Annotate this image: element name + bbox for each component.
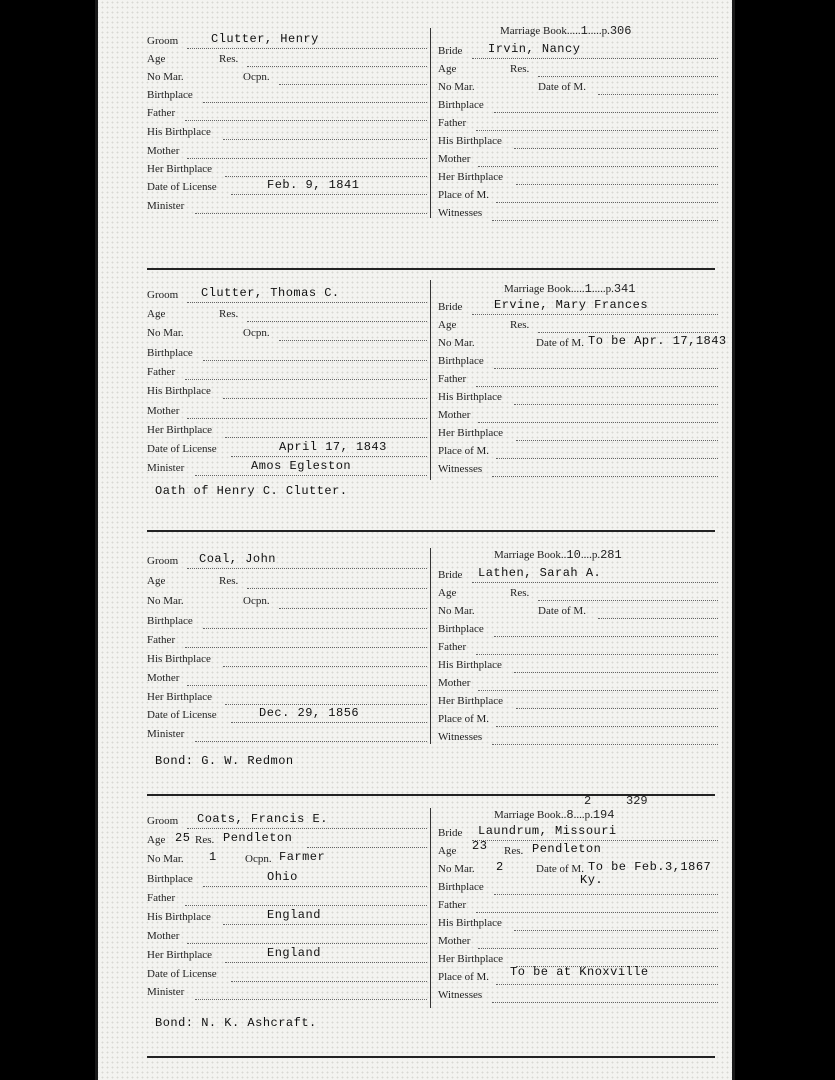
- record-note: Bond: G. W. Redmon: [155, 754, 294, 768]
- place-of-m-label: Place of M.: [438, 713, 490, 725]
- age-label: Age: [147, 308, 166, 320]
- column-divider: [430, 280, 431, 480]
- bride-name: Lathen, Sarah A.: [478, 566, 602, 580]
- no-mar-label: No Mar.: [438, 863, 475, 875]
- card-divider-rule: [147, 530, 715, 532]
- groom-age: 25: [175, 831, 191, 845]
- age-label: Age: [438, 319, 457, 331]
- bride-label: Bride: [438, 45, 463, 57]
- minister-label: Minister: [147, 986, 185, 998]
- age-label: Age: [147, 53, 166, 65]
- bride-no-mar: 2: [496, 860, 504, 874]
- ocpn-label: Ocpn.: [245, 853, 272, 865]
- record-card-4: Groom Coats, Francis E. Age 25 Res. Pendleton No Mar. 1 Ocpn. Farmer Birthplace Ohio Father His Birthplace England Mother Her Birthplace England Date of License Minister 2 329 Marriage Book..8....p.194 Bride Laundrum, Missouri Age 23 Res. Pendleton No Mar. 2 Date of M. To be Feb.3,1867 Birthplace Ky. Father His Birthplace Mother Her Birthplace Place of M. To be at Knoxville Witnesses Bond: N. K. Ashcraft.: [95, 796, 735, 1080]
- date-of-marriage: To be Feb.3,1867: [588, 860, 712, 874]
- his-birthplace-label: His Birthplace: [147, 911, 211, 923]
- license-date: April 17, 1843: [279, 440, 387, 454]
- her-birthplace-label: Her Birthplace: [147, 949, 213, 961]
- groom-residence: Pendleton: [223, 831, 293, 845]
- age-label: Age: [147, 575, 166, 587]
- groom-name: Coal, John: [199, 552, 277, 566]
- groom-name: Clutter, Henry: [211, 32, 319, 46]
- groom-occupation: Farmer: [279, 850, 326, 864]
- age-label: Age: [147, 834, 166, 846]
- mother-label: Mother: [438, 153, 471, 165]
- record-note: Oath of Henry C. Clutter.: [155, 484, 348, 498]
- father-label: Father: [438, 373, 467, 385]
- no-mar-label: No Mar.: [147, 327, 184, 339]
- his-birthplace-label: His Birthplace: [147, 653, 211, 665]
- birthplace-label: Birthplace: [438, 99, 484, 111]
- date-of-m-label: Date of M.: [538, 605, 586, 617]
- father-label: Father: [147, 107, 176, 119]
- his-birthplace-label: His Birthplace: [147, 385, 211, 397]
- birthplace-label: Birthplace: [438, 355, 484, 367]
- res-label: Res.: [510, 587, 530, 599]
- mother-label: Mother: [147, 930, 180, 942]
- birthplace-label: Birthplace: [438, 623, 484, 635]
- groom-name: Coats, Francis E.: [197, 812, 328, 826]
- marriage-book-ref: Marriage Book..10....p.281: [494, 548, 622, 562]
- column-divider: [430, 548, 431, 744]
- groom-label: Groom: [147, 815, 179, 827]
- groom-birthplace: Ohio: [267, 870, 298, 884]
- no-mar-label: No Mar.: [147, 71, 184, 83]
- father-birthplace: England: [267, 908, 321, 922]
- res-label: Res.: [504, 845, 524, 857]
- birthplace-label: Birthplace: [147, 347, 193, 359]
- no-mar-label: No Mar.: [147, 853, 184, 865]
- her-birthplace-label: Her Birthplace: [438, 427, 504, 439]
- record-card-2: [95, 270, 735, 532]
- res-label: Res.: [510, 319, 530, 331]
- bride-age: 23: [472, 839, 488, 853]
- res-label: Res.: [195, 834, 215, 846]
- res-label: Res.: [219, 308, 239, 320]
- minister-label: Minister: [147, 728, 185, 740]
- father-label: Father: [147, 634, 176, 646]
- her-birthplace-label: Her Birthplace: [438, 695, 504, 707]
- no-mar-label: No Mar.: [147, 595, 184, 607]
- place-of-marriage: To be at Knoxville: [510, 965, 649, 979]
- father-label: Father: [147, 892, 176, 904]
- bride-label: Bride: [438, 827, 463, 839]
- marriage-record-page: [95, 0, 735, 1080]
- column-divider: [430, 28, 431, 218]
- date-of-license-label: Date of License: [147, 968, 217, 980]
- bride-name: Laundrum, Missouri: [478, 824, 617, 838]
- marriage-book-ref: Marriage Book.....1.....p.306: [500, 24, 632, 38]
- place-of-m-label: Place of M.: [438, 189, 490, 201]
- place-of-m-label: Place of M.: [438, 971, 490, 983]
- bride-residence: Pendleton: [532, 842, 602, 856]
- bride-birthplace: Ky.: [580, 873, 604, 887]
- his-birthplace-label: His Birthplace: [438, 391, 502, 403]
- age-label: Age: [438, 587, 457, 599]
- license-date: Feb. 9, 1841: [267, 178, 360, 192]
- record-note: Bond: N. K. Ashcraft.: [155, 1016, 317, 1030]
- page-alt: 329: [626, 794, 648, 808]
- father-label: Father: [147, 366, 176, 378]
- birthplace-label: Birthplace: [147, 873, 193, 885]
- marriage-book-ref: Marriage Book.....1.....p.341: [504, 282, 636, 296]
- age-label: Age: [438, 63, 457, 75]
- her-birthplace-label: Her Birthplace: [147, 424, 213, 436]
- card-divider-rule: [147, 1056, 715, 1058]
- ocpn-label: Ocpn.: [243, 71, 270, 83]
- date-of-license-label: Date of License: [147, 181, 217, 193]
- ocpn-label: Ocpn.: [243, 327, 270, 339]
- minister-label: Minister: [147, 462, 185, 474]
- witnesses-label: Witnesses: [438, 989, 483, 1001]
- age-label: Age: [438, 845, 457, 857]
- her-birthplace-label: Her Birthplace: [147, 163, 213, 175]
- record-card-3: [95, 534, 735, 796]
- groom-label: Groom: [147, 289, 179, 301]
- no-mar-label: No Mar.: [438, 605, 475, 617]
- birthplace-label: Birthplace: [438, 881, 484, 893]
- ocpn-label: Ocpn.: [243, 595, 270, 607]
- witnesses-label: Witnesses: [438, 731, 483, 743]
- place-of-m-label: Place of M.: [438, 445, 490, 457]
- birthplace-label: Birthplace: [147, 615, 193, 627]
- column-divider: [430, 808, 431, 1008]
- mother-label: Mother: [438, 935, 471, 947]
- groom-label: Groom: [147, 555, 179, 567]
- witnesses-label: Witnesses: [438, 463, 483, 475]
- date-of-license-label: Date of License: [147, 443, 217, 455]
- mother-label: Mother: [438, 677, 471, 689]
- minister-name: Amos Egleston: [251, 459, 352, 473]
- bride-name: Ervine, Mary Frances: [494, 298, 649, 312]
- date-of-license-label: Date of License: [147, 709, 217, 721]
- date-of-m-label: Date of M.: [536, 337, 584, 349]
- mother-label: Mother: [438, 409, 471, 421]
- her-birthplace-label: Her Birthplace: [147, 691, 213, 703]
- her-birthplace-label: Her Birthplace: [438, 171, 504, 183]
- license-date: Dec. 29, 1856: [259, 706, 360, 720]
- record-card-1: [95, 18, 735, 268]
- bride-name: Irvin, Nancy: [488, 42, 581, 56]
- his-birthplace-label: His Birthplace: [147, 126, 211, 138]
- groom-name: Clutter, Thomas C.: [201, 286, 340, 300]
- book-alt: 2: [584, 794, 592, 808]
- his-birthplace-label: His Birthplace: [438, 135, 502, 147]
- witnesses-label: Witnesses: [438, 207, 483, 219]
- mother-birthplace: England: [267, 946, 321, 960]
- his-birthplace-label: His Birthplace: [438, 659, 502, 671]
- his-birthplace-label: His Birthplace: [438, 917, 502, 929]
- father-label: Father: [438, 641, 467, 653]
- res-label: Res.: [219, 575, 239, 587]
- groom-no-mar: 1: [209, 850, 217, 864]
- father-label: Father: [438, 899, 467, 911]
- res-label: Res.: [510, 63, 530, 75]
- groom-label: Groom: [147, 35, 179, 47]
- mother-label: Mother: [147, 405, 180, 417]
- bride-label: Bride: [438, 301, 463, 313]
- bride-label: Bride: [438, 569, 463, 581]
- no-mar-label: No Mar.: [438, 81, 475, 93]
- birthplace-label: Birthplace: [147, 89, 193, 101]
- no-mar-label: No Mar.: [438, 337, 475, 349]
- date-of-m-label: Date of M.: [536, 863, 584, 875]
- res-label: Res.: [219, 53, 239, 65]
- minister-label: Minister: [147, 200, 185, 212]
- date-of-marriage: To be Apr. 17,1843: [588, 334, 727, 348]
- her-birthplace-label: Her Birthplace: [438, 953, 504, 965]
- mother-label: Mother: [147, 672, 180, 684]
- date-of-m-label: Date of M.: [538, 81, 586, 93]
- father-label: Father: [438, 117, 467, 129]
- mother-label: Mother: [147, 145, 180, 157]
